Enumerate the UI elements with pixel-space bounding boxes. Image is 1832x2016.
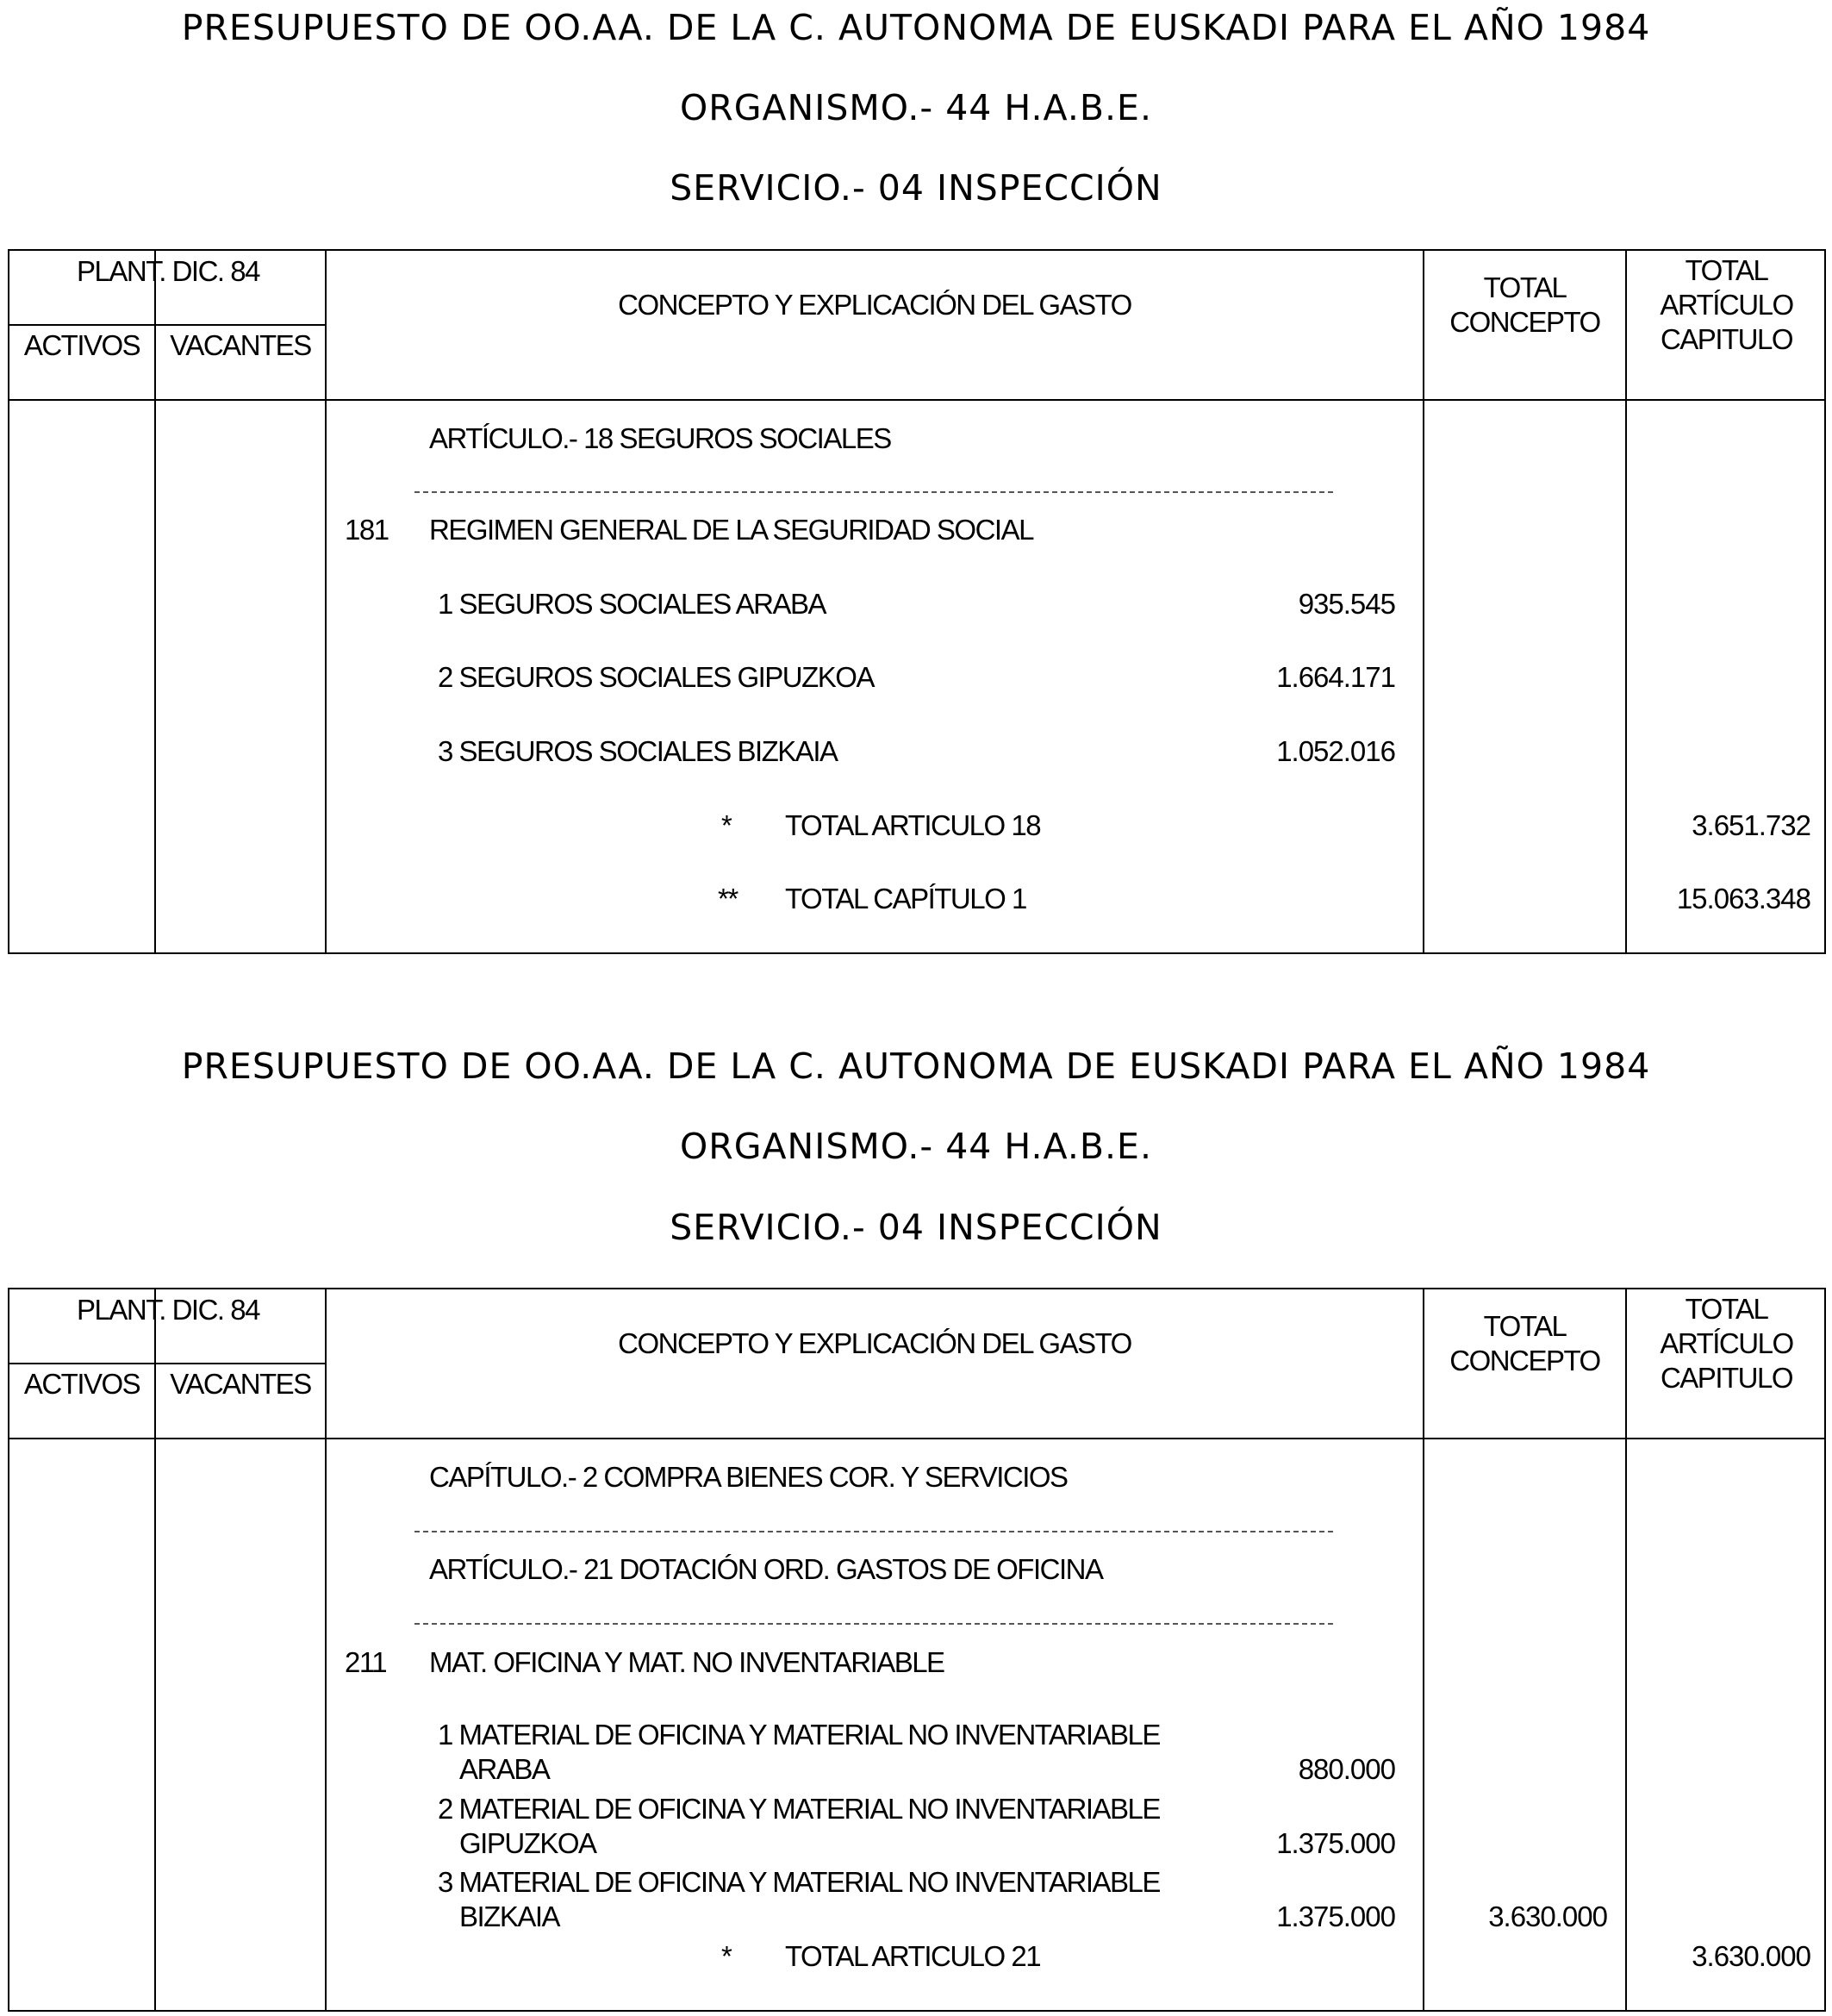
item-amount: 935.545	[1298, 588, 1395, 620]
total-concepto-header-2: CONCEPTO	[1449, 306, 1600, 338]
concept-code: 211	[345, 1646, 387, 1678]
vacantes-header: VACANTES	[170, 1368, 311, 1400]
total-concepto-header-1: TOTAL	[1483, 272, 1567, 303]
total-articulo-header-2: ARTÍCULO	[1660, 1327, 1793, 1359]
item-label: 1 MATERIAL DE OFICINA Y MATERIAL NO INVENTARIABLE	[438, 1719, 1160, 1751]
concept-name: REGIMEN GENERAL DE LA SEGURIDAD SOCIAL	[429, 514, 1033, 546]
plant-header: PLANT. DIC. 84	[77, 1294, 259, 1326]
total-capitulo-label: TOTAL CAPÍTULO 1	[785, 883, 1026, 914]
dashed-separator	[414, 491, 1333, 493]
organismo-line: ORGANISMO.- 44 H.A.B.E.	[679, 1126, 1152, 1167]
header-divider	[9, 1363, 327, 1364]
item-label-cont: ARABA	[459, 1753, 550, 1785]
concept-code: 181	[345, 514, 389, 546]
total-articulo-header-1: TOTAL	[1685, 1293, 1768, 1325]
articulo-heading: ARTÍCULO.- 21 DOTACIÓN ORD. GASTOS DE OFICINA	[429, 1553, 1103, 1585]
servicio-line: SERVICIO.- 04 INSPECCIÓN	[670, 1207, 1162, 1248]
total-articulo-value: 3.630.000	[1692, 1940, 1810, 1972]
column-divider	[1423, 251, 1424, 952]
column-divider	[1625, 1289, 1627, 2010]
item-label-cont: BIZKAIA	[459, 1901, 560, 1932]
budget-table	[8, 249, 1826, 954]
item-amount: 880.000	[1298, 1753, 1395, 1785]
header-bottom-rule	[9, 1438, 1824, 1439]
total-articulo-mark: *	[721, 809, 732, 841]
total-articulo-label: TOTAL ARTICULO 21	[785, 1940, 1041, 1972]
dashed-separator	[414, 1531, 1333, 1532]
total-concepto-header-2: CONCEPTO	[1449, 1345, 1600, 1376]
concepto-header: CONCEPTO Y EXPLICACIÓN DEL GASTO	[618, 1327, 1131, 1359]
total-articulo-header-3: CAPITULO	[1660, 1362, 1793, 1394]
total-capitulo-mark: **	[718, 883, 738, 914]
budget-table	[8, 1288, 1826, 2012]
item-amount: 1.375.000	[1276, 1827, 1395, 1859]
total-concepto-header-1: TOTAL	[1483, 1310, 1567, 1342]
budget-title: PRESUPUESTO DE OO.AA. DE LA C. AUTONOMA DE EUSKADI PARA EL AÑO 1984	[181, 7, 1651, 48]
item-label: 3 MATERIAL DE OFICINA Y MATERIAL NO INVENTARIABLE	[438, 1866, 1160, 1898]
servicio-line: SERVICIO.- 04 INSPECCIÓN	[670, 167, 1162, 209]
item-label: 2 MATERIAL DE OFICINA Y MATERIAL NO INVENTARIABLE	[438, 1793, 1160, 1825]
articulo-heading: ARTÍCULO.- 18 SEGUROS SOCIALES	[429, 422, 891, 454]
item-amount: 1.664.171	[1276, 661, 1395, 693]
activos-header: ACTIVOS	[23, 1368, 140, 1400]
total-articulo-header-1: TOTAL	[1685, 254, 1768, 286]
activos-header: ACTIVOS	[23, 329, 140, 361]
total-articulo-value: 3.651.732	[1692, 809, 1810, 841]
total-articulo-label: TOTAL ARTICULO 18	[785, 809, 1041, 841]
header-bottom-rule	[9, 399, 1824, 401]
item-label-cont: GIPUZKOA	[459, 1827, 596, 1859]
total-articulo-mark: *	[721, 1940, 732, 1972]
header-divider	[9, 324, 327, 326]
item-label: 2 SEGUROS SOCIALES GIPUZKOA	[438, 661, 874, 693]
column-divider	[1423, 1289, 1424, 2010]
item-amount: 1.052.016	[1276, 735, 1395, 767]
item-label: 1 SEGUROS SOCIALES ARABA	[438, 588, 826, 620]
concepto-header: CONCEPTO Y EXPLICACIÓN DEL GASTO	[618, 289, 1131, 321]
item-label: 3 SEGUROS SOCIALES BIZKAIA	[438, 735, 838, 767]
plant-header: PLANT. DIC. 84	[77, 255, 259, 287]
item-amount: 1.375.000	[1276, 1901, 1395, 1932]
total-articulo-header-3: CAPITULO	[1660, 323, 1793, 355]
capitulo-heading: CAPÍTULO.- 2 COMPRA BIENES COR. Y SERVICIOS	[429, 1461, 1068, 1493]
dashed-separator	[414, 1623, 1333, 1625]
concept-name: MAT. OFICINA Y MAT. NO INVENTARIABLE	[429, 1646, 944, 1678]
total-concepto-value: 3.630.000	[1488, 1901, 1607, 1932]
organismo-line: ORGANISMO.- 44 H.A.B.E.	[679, 87, 1152, 128]
total-capitulo-value: 15.063.348	[1676, 883, 1810, 914]
budget-title: PRESUPUESTO DE OO.AA. DE LA C. AUTONOMA DE EUSKADI PARA EL AÑO 1984	[181, 1045, 1651, 1087]
vacantes-header: VACANTES	[170, 329, 311, 361]
total-articulo-header-2: ARTÍCULO	[1660, 289, 1793, 321]
